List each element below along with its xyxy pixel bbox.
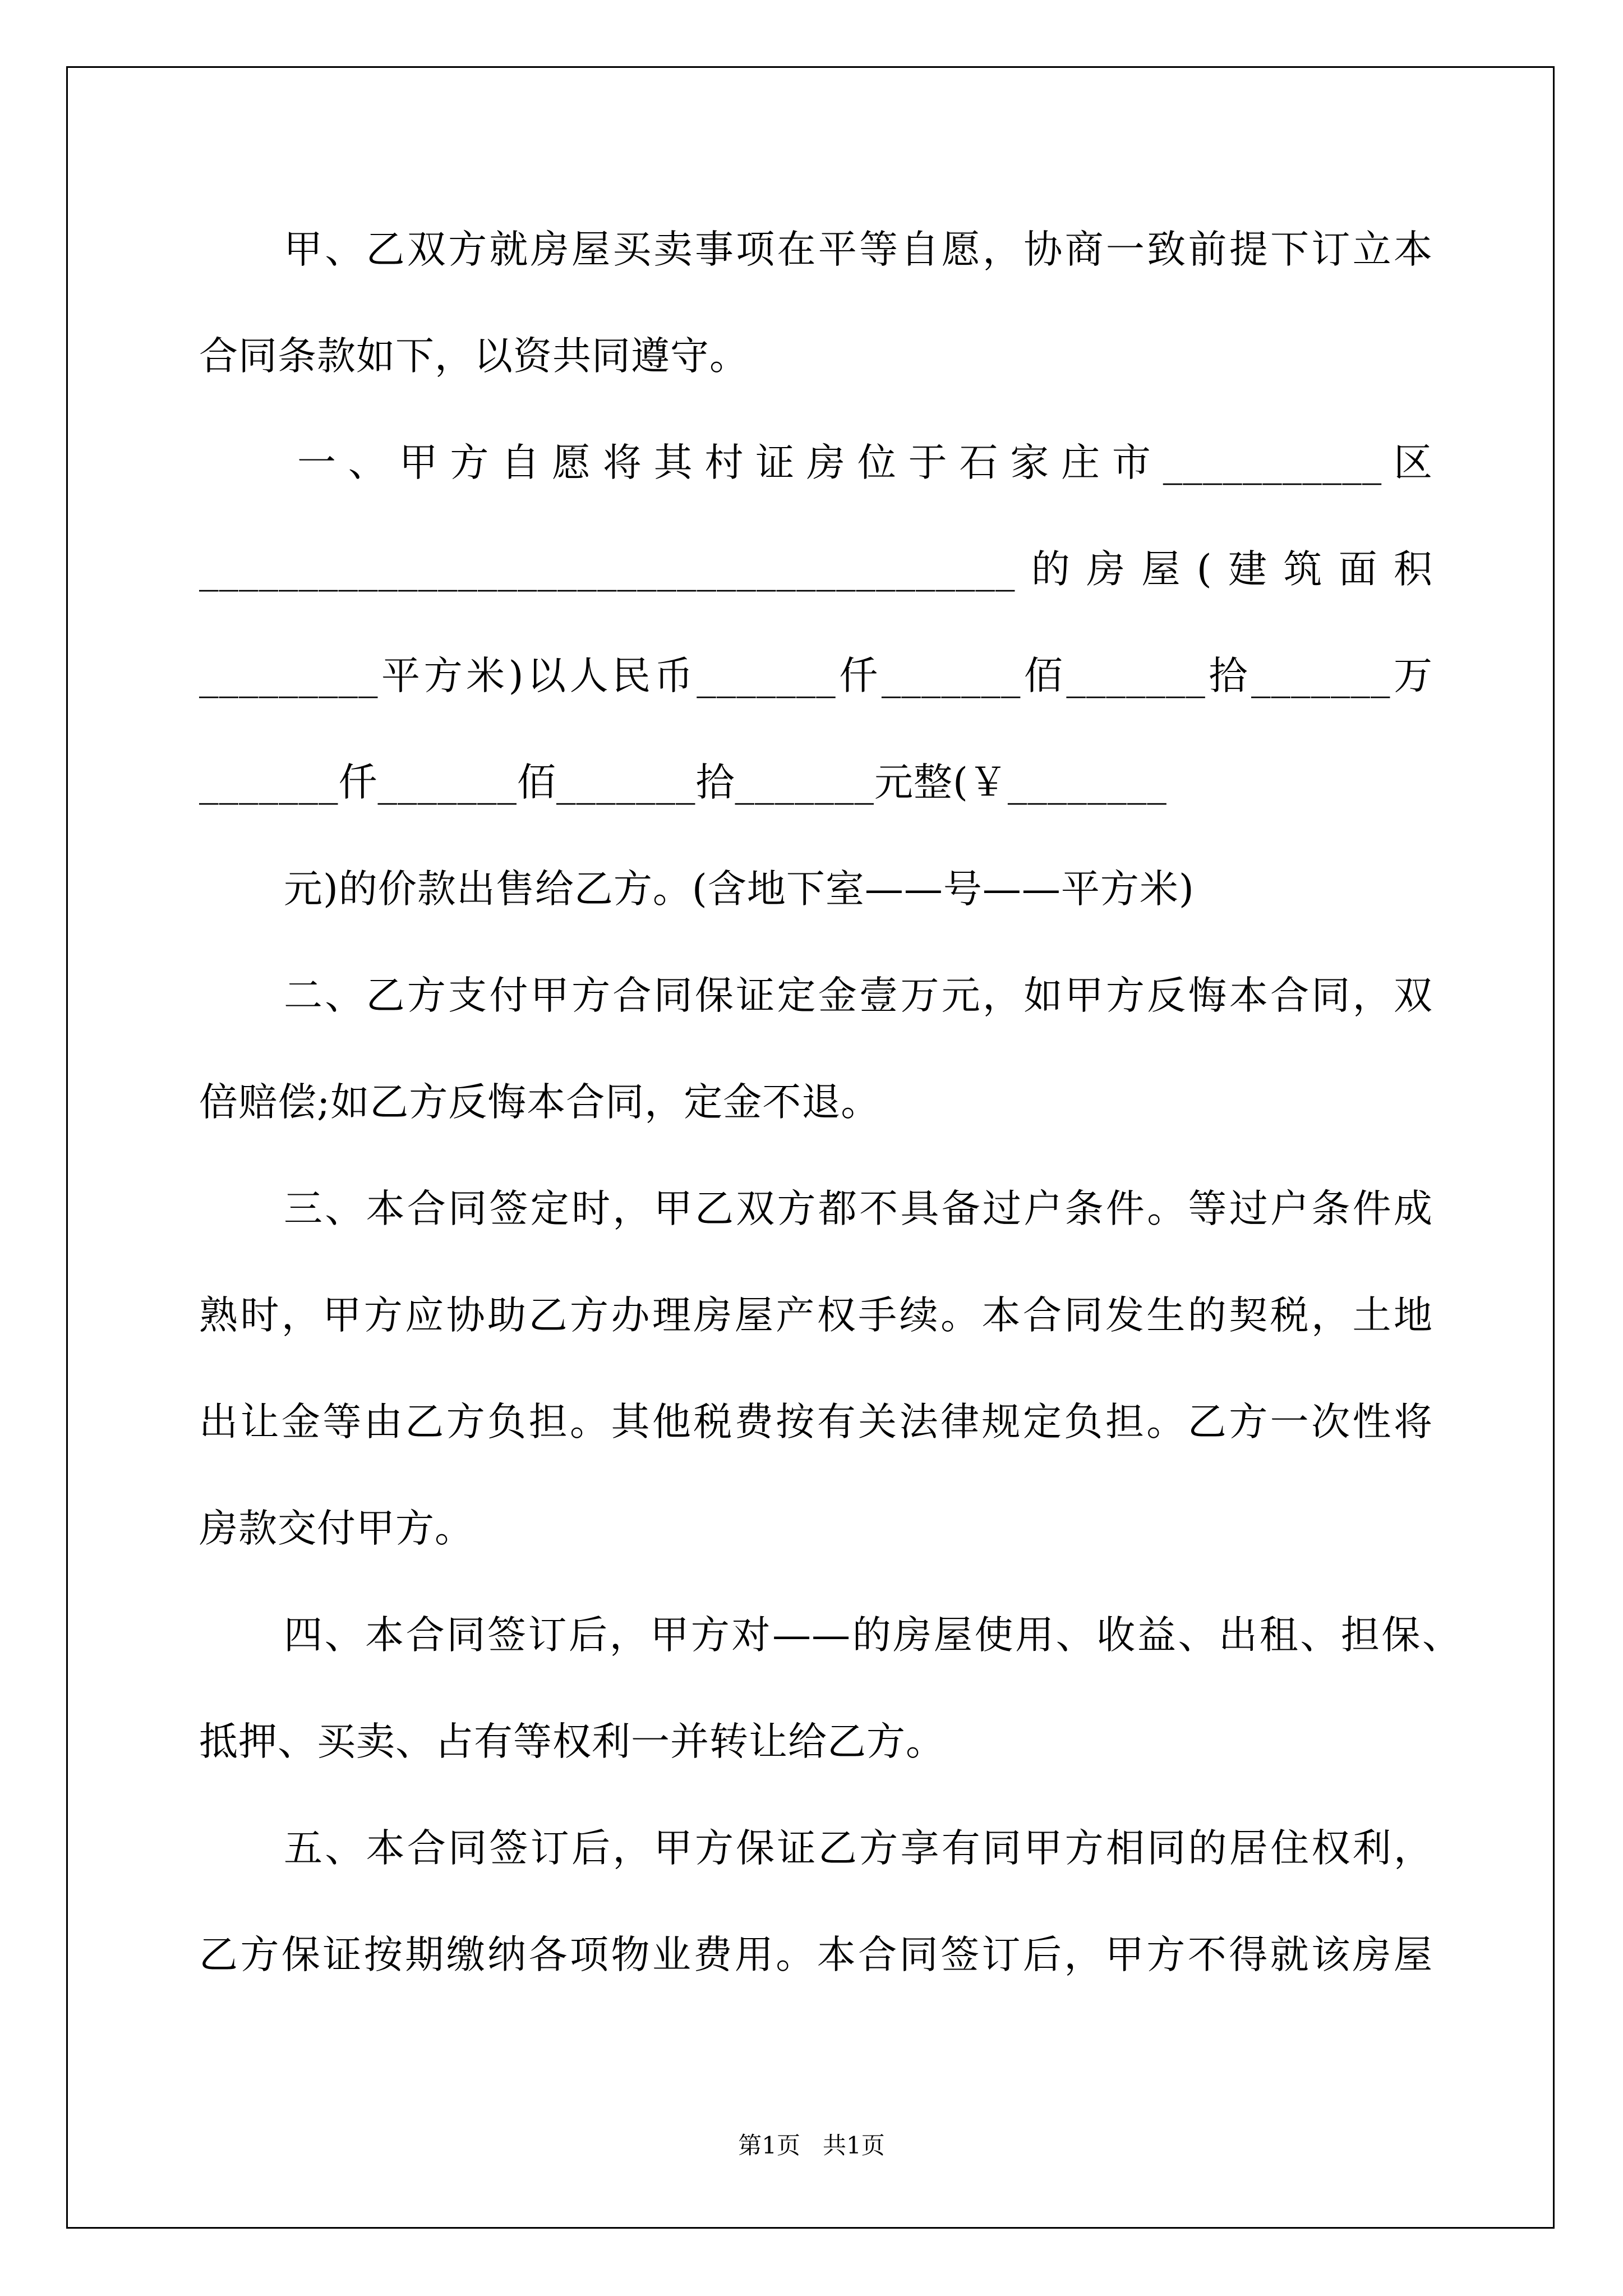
clause-1-line-4: _______仟_______佰_______拾_______元整(￥________ [199, 760, 1167, 805]
clause-1-line-1: 一、甲方自愿将其村证房位于石家庄市___________区 [297, 440, 1433, 485]
clause-5-line-2: 乙方保证按期缴纳各项物业费用。本合同签订后，甲方不得就该房屋 [199, 1932, 1433, 1977]
page-number-footer: 第1页 共1页 [738, 2132, 885, 2159]
clause-3-line-1: 三、本合同签定时，甲乙双方都不具备过户条件。等过户条件成 [284, 1186, 1433, 1231]
page-border [66, 66, 1555, 2229]
clause-3-line-4: 房款交付甲方。 [199, 1506, 474, 1551]
clause-1-line-5: 元)的价款出售给乙方。(含地下室——号——平方米) [284, 867, 1195, 912]
clause-4-line-1: 四、本合同签订后，甲方对——的房屋使用、收益、出租、担保、 [284, 1613, 1461, 1658]
paragraph-intro-line-1: 甲、乙双方就房屋买卖事项在平等自愿，协商一致前提下订立本 [284, 227, 1433, 272]
clause-5-line-1: 五、本合同签订后，甲方保证乙方享有同甲方相同的居住权利， [284, 1826, 1433, 1871]
clause-3-line-2: 熟时，甲方应协助乙方办理房屋产权手续。本合同发生的契税，土地 [199, 1293, 1433, 1338]
clause-1-line-3: _________平方米)以人民币_______仟_______佰_______拾_______万 [199, 654, 1433, 698]
clause-2-line-2: 倍赔偿;如乙方反悔本合同，定金不退。 [199, 1080, 880, 1125]
clause-4-line-2: 抵押、买卖、占有等权利一并转让给乙方。 [199, 1719, 945, 1764]
clause-1-line-2: _________________________________________的房屋(建筑面积 [199, 547, 1433, 592]
clause-2-line-1: 二、乙方支付甲方合同保证定金壹万元，如甲方反悔本合同，双 [284, 973, 1433, 1018]
paragraph-intro-line-2: 合同条款如下，以资共同遵守。 [199, 334, 749, 379]
clause-3-line-3: 出让金等由乙方负担。其他税费按有关法律规定负担。乙方一次性将 [199, 1400, 1433, 1444]
